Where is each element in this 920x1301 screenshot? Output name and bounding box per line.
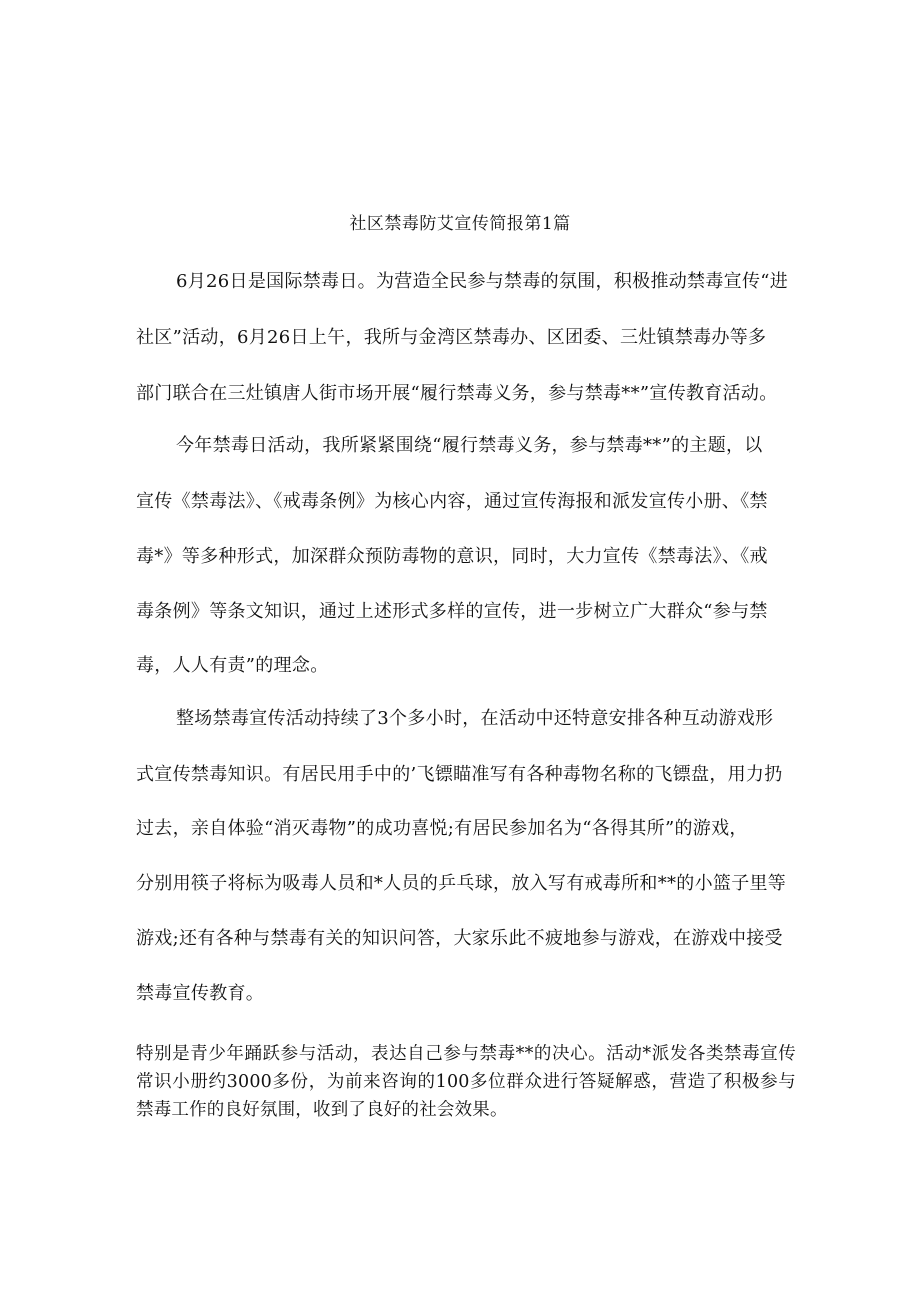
para2-line4: 毒条例》等条文知识，通过上述形式多样的宣传，进一步树立广大群众“参与禁 (136, 601, 768, 622)
document-title: 社区禁毒防艾宣传简报第1篇 (349, 214, 571, 234)
para1-line1: 6月26日是国际禁毒日。为营造全民参与禁毒的氛围，积极推动禁毒宣传“进 (176, 271, 789, 292)
para3-line2: 式宣传禁毒知识。有居民用手中的’飞镖瞄准写有各种毒物名称的飞镖盘，用力扔 (136, 764, 783, 785)
para1-line2: 社区”活动，6月26日上午，我所与金湾区禁毒办、区团委、三灶镇禁毒办等多 (136, 327, 767, 348)
para3-line1: 整场禁毒宣传活动持续了3个多小时，在活动中还特意安排各种互动游戏形 (176, 708, 774, 729)
para3-line3: 过去，亲自体验“消灭毒物”的成功喜悦;有居民参加名为“各得其所”的游戏， (136, 818, 748, 839)
para2-line1: 今年禁毒日活动，我所紧紧围绕“履行禁毒义务，参与禁毒**”的主题，以 (176, 435, 763, 456)
para3-line4: 分别用筷子将标为吸毒人员和*人员的乒乓球，放入写有戒毒所和**的小篮子里等 (136, 873, 787, 894)
para3-line5: 游戏;还有各种与禁毒有关的知识问答，大家乐此不疲地参与游戏，在游戏中接受 (136, 928, 783, 949)
para4: 特别是青少年踊跃参与活动，表达自己参与禁毒**的决心。活动*派发各类禁毒宣传常识小册约3000多份，为前来咨询的100多位群众进行答疑解惑，营造了积极参与禁毒工作的良好氛围，收到了良好的社会效果。 (136, 1044, 796, 1120)
para2-line3: 毒*》等多种形式，加深群众预防毒物的意识，同时，大力宣传《禁毒法》、《戒 (136, 546, 768, 567)
para2-line2: 宣传《禁毒法》、《戒毒条例》为核心内容，通过宣传海报和派发宣传小册、《禁 (136, 491, 768, 512)
para1-line3: 部门联合在三灶镇唐人街市场开展“履行禁毒义务，参与禁毒**”宣传教育活动。 (136, 383, 778, 404)
para2-line5: 毒，人人有责”的理念。 (136, 655, 329, 676)
para3-line6: 禁毒宣传教育。 (136, 983, 265, 1004)
